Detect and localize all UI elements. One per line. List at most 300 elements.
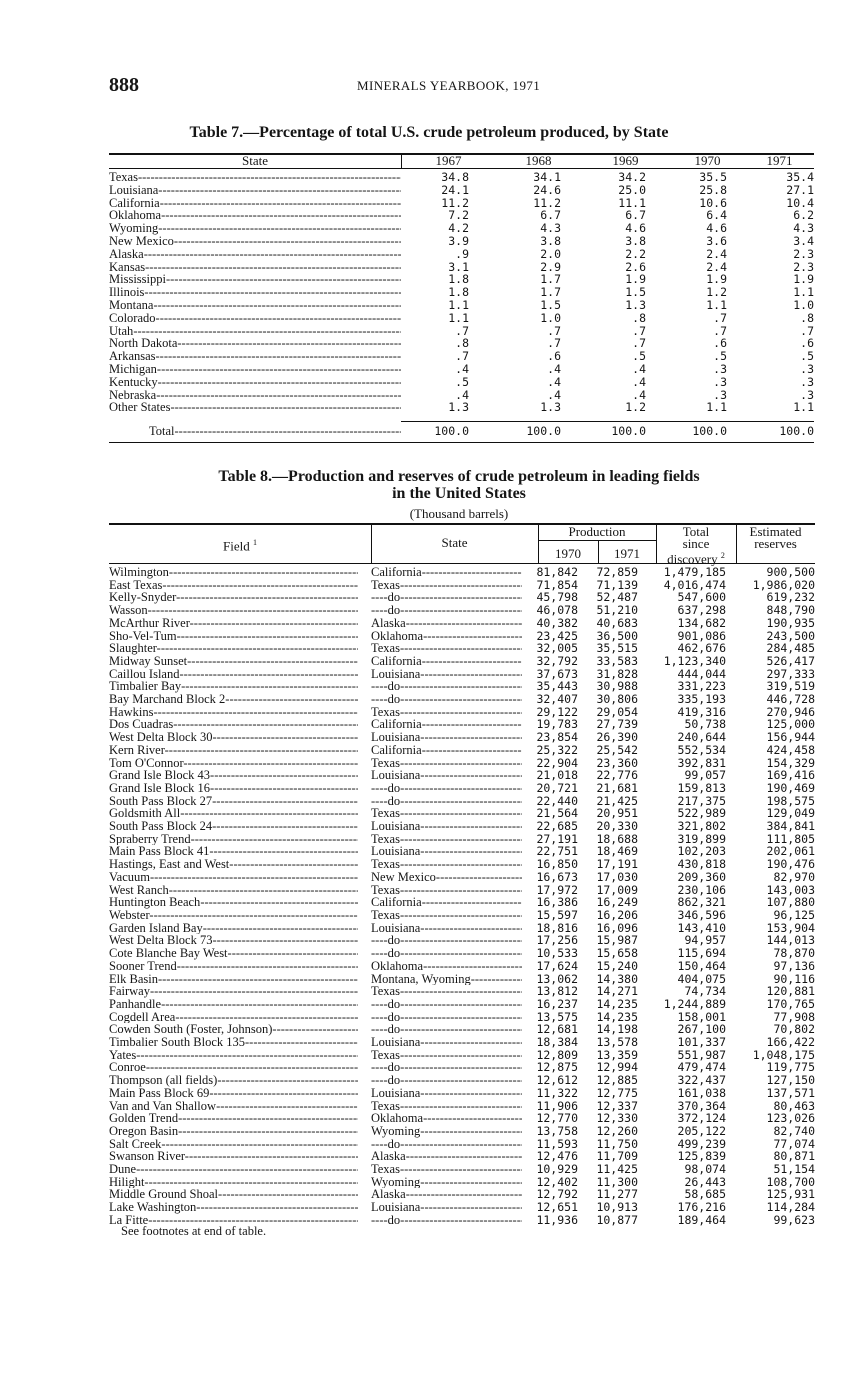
table7 (109, 171, 814, 439)
table8-1971-cell: 72,859 (596, 566, 638, 579)
table8-reserves-cell: 319,519 (766, 680, 815, 694)
table7-value-cell: 25.0 (618, 183, 646, 197)
table8-row (109, 858, 815, 871)
table8-field-name: South Pass Block 24 ----- (109, 820, 358, 833)
table8-field-cell (109, 1188, 358, 1201)
table8-reserves-cell: 848,790 (766, 604, 815, 617)
table8-state-name: Texas ----- (371, 757, 522, 770)
table7-state-cell (109, 171, 401, 184)
table8-1970-cell: 35,443 (536, 680, 578, 694)
table8-1971-cell: 33,583 (596, 654, 638, 668)
table8-1971-cell: 12,885 (596, 1074, 638, 1087)
table8-1971-cell: 29,054 (596, 705, 638, 719)
table8-row (109, 769, 815, 782)
table7-state-name: Illinois ----- (109, 286, 401, 299)
table8-1971-cell: 14,380 (596, 972, 638, 986)
table8-total-cell: 217,375 (677, 794, 726, 808)
table8-field-cell (109, 1201, 358, 1214)
table8-reserves-cell: 143,003 (766, 883, 815, 897)
table8-field-cell (109, 718, 358, 731)
table8-1971-cell: 30,806 (596, 693, 638, 706)
table8-field-name: Middle Ground Shoal ----- (109, 1188, 358, 1201)
table8-state-name: ----do ----- (371, 604, 522, 617)
table8-header-1971: 1971 (614, 546, 640, 561)
table8-state-name: Louisiana ----- (371, 1087, 522, 1100)
table8-state-name: ----do ----- (371, 1061, 522, 1074)
table8-reserves-cell: 156,944 (766, 731, 815, 744)
table7-value-cell: .3 (713, 375, 727, 389)
table8-state-name: ----do ----- (371, 998, 522, 1011)
table7-value-cell: 2.0 (540, 247, 561, 261)
table8-reserves-cell: 99,623 (773, 1213, 815, 1227)
table7-value-cell: 1.7 (540, 286, 561, 299)
table8-reserves-cell: 80,871 (773, 1150, 815, 1164)
table8-reserves-cell: 82,970 (773, 870, 815, 884)
table8-state-name: Texas ----- (371, 706, 522, 719)
table8-1970-cell: 20,721 (536, 781, 578, 795)
table7-value-cell: 1.0 (793, 298, 814, 312)
table8-field-name: Fairway ----- (109, 985, 358, 998)
table8-1971-cell: 18,688 (596, 832, 638, 846)
table8-row (109, 934, 815, 947)
table8-reserves-cell: 166,422 (766, 1036, 815, 1049)
table8-total-cell: 50,738 (684, 718, 726, 732)
table7-value-cell: .7 (455, 324, 469, 338)
table7-value-cell: .7 (547, 324, 561, 338)
table7-value-cell: .4 (547, 362, 561, 376)
table8-row (109, 1011, 815, 1024)
table8-header-reserves-line2: reserves (754, 536, 797, 551)
table8-field-cell (109, 617, 358, 630)
table8-field-name: Dune ----- (109, 1163, 358, 1176)
table8-total-cell: 444,044 (677, 667, 726, 681)
table8-state-cell (358, 1125, 522, 1138)
table8-state-cell (358, 1061, 522, 1074)
table8-field-cell (109, 1036, 358, 1049)
table8-row (109, 1188, 815, 1201)
table8-1970-cell: 32,407 (536, 693, 578, 706)
table8-field-name: Tom O'Connor ----- (109, 757, 358, 770)
table8-1971-cell: 16,249 (596, 896, 638, 909)
table8-1970-cell: 17,972 (536, 883, 578, 897)
table8-1970-cell: 40,382 (536, 616, 578, 630)
table8-1971-cell: 30,988 (596, 680, 638, 694)
table7-row (109, 171, 814, 184)
table8-row (109, 820, 815, 833)
table8-1970-cell: 18,816 (536, 921, 578, 935)
table8-1971-cell: 40,683 (596, 616, 638, 630)
table8-state-name: ----do ----- (371, 795, 522, 808)
table7-value-cell: 1.2 (625, 401, 646, 415)
table7-row (109, 389, 814, 402)
table7-value-cell: 1.1 (793, 286, 814, 299)
table8-field-name: Salt Creek ----- (109, 1138, 358, 1151)
table7-value-cell: 4.6 (706, 222, 727, 235)
table8-1971-cell: 17,030 (596, 870, 638, 884)
table7-value-cell: .5 (632, 350, 646, 363)
table8-top-rule (109, 523, 815, 525)
table7-state-name: Utah ----- (109, 325, 401, 338)
table7-state-cell (109, 312, 401, 325)
table8-1971-cell: 13,359 (596, 1048, 638, 1062)
table7-state-cell (109, 261, 401, 274)
table8-state-name: ----do ----- (371, 934, 522, 947)
table7-state-cell (109, 337, 401, 350)
table7-value-cell: 1.3 (625, 298, 646, 312)
table8-total-cell: 319,899 (677, 832, 726, 846)
table8-1970-cell: 16,386 (536, 896, 578, 909)
table8-row (109, 693, 815, 706)
table7-state-cell (109, 423, 401, 439)
table8-total-cell: 94,957 (684, 934, 726, 948)
table8-reserves-cell: 125,000 (766, 718, 815, 732)
table8-state-cell (358, 1176, 522, 1189)
table8-row (109, 744, 815, 757)
table8-header-field-label: Field (223, 538, 250, 554)
table8-row (109, 1061, 815, 1074)
table8-field-cell (109, 680, 358, 693)
table8-reserves-cell: 190,469 (766, 781, 815, 795)
table8-total-cell: 392,831 (677, 756, 726, 770)
table8-1970-cell: 12,476 (536, 1150, 578, 1164)
table8-state-cell (358, 1011, 522, 1024)
table7-value-cell: 2.4 (706, 247, 727, 261)
table8-field-cell (109, 1049, 358, 1062)
table7-value-cell: 3.9 (448, 234, 469, 248)
table7-value-cell: 100.0 (526, 424, 561, 439)
table8-row (109, 973, 815, 986)
table7-state-cell (109, 273, 401, 286)
table7-value-cell: 1.2 (706, 286, 727, 299)
table8-state-cell (358, 1188, 522, 1201)
table8-1971-cell: 14,271 (596, 985, 638, 998)
table8-1971-cell: 52,487 (596, 591, 638, 605)
table7-value-cell: 1.3 (540, 401, 561, 415)
table8-field-name: Webster ----- (109, 909, 358, 922)
table7-value-cell: .7 (713, 324, 727, 338)
table8-total-cell: 4,016,474 (663, 578, 726, 592)
table7-row (109, 235, 814, 248)
table8-total-cell: 331,223 (677, 680, 726, 694)
table8-field-cell (109, 668, 358, 681)
table8-reserves-cell: 202,061 (766, 845, 815, 859)
table8-field-cell (109, 845, 358, 858)
table8-state-cell (358, 579, 522, 592)
table8-reserves-cell: 297,333 (766, 667, 815, 681)
table8-total-cell: 404,075 (677, 972, 726, 986)
table8-1970-cell: 12,681 (536, 1023, 578, 1037)
table7-value-cell: 10.4 (786, 196, 814, 210)
table8-reserves-cell: 526,417 (766, 654, 815, 668)
table7-value-cell: 1.1 (793, 401, 814, 415)
table8-state-cell (358, 1049, 522, 1062)
table8-1970-cell: 32,005 (536, 642, 578, 655)
table7-caption: Table 7.—Percentage of total U.S. crude petroleum produced, by State (189, 124, 669, 141)
table8-1971-cell: 12,260 (596, 1124, 638, 1138)
table7-row (109, 197, 814, 210)
table8-1970-cell: 22,685 (536, 820, 578, 833)
table8-row (109, 1100, 815, 1113)
table7-state-name: Mississippi ----- (109, 273, 401, 286)
table7-value-cell: 4.3 (793, 222, 814, 235)
table8-total-cell: 267,100 (677, 1023, 726, 1037)
table7-value-cell: 2.2 (625, 247, 646, 261)
table8-1971-cell: 17,191 (596, 858, 638, 871)
table8-field-name: Cowden South (Foster, Johnson) ----- (109, 1023, 358, 1036)
table8-state-name: ----do ----- (371, 1023, 522, 1036)
table8-1971-cell: 23,360 (596, 756, 638, 770)
table8-reserves-cell: 96,125 (773, 908, 815, 922)
table7-value-cell: 4.6 (625, 222, 646, 235)
table8-1971-cell: 14,198 (596, 1023, 638, 1037)
table8-state-name: Louisiana ----- (371, 769, 522, 782)
table7-value-cell: 2.6 (625, 260, 646, 274)
table7-value-cell: 27.1 (786, 183, 814, 197)
table8-total-cell: 1,123,340 (663, 654, 726, 668)
table8-row (109, 731, 815, 744)
table8-1970-cell: 37,673 (536, 667, 578, 681)
table8-row (109, 947, 815, 960)
table7-row (109, 363, 814, 376)
table8-total-cell: 240,644 (677, 731, 726, 744)
table8-1970-cell: 10,929 (536, 1163, 578, 1176)
table8-row (109, 706, 815, 719)
table8-row (109, 807, 815, 820)
table7-state-name: Oklahoma ----- (109, 209, 401, 222)
table8-1970-cell: 11,322 (536, 1086, 578, 1100)
table8-row (109, 833, 815, 846)
table7-state-cell (109, 286, 401, 299)
table8-1970-cell: 21,564 (536, 807, 578, 821)
table7-value-cell: .6 (713, 337, 727, 351)
table8-header-total-line3-text: discovery (667, 551, 718, 567)
table7-value-cell: .5 (800, 350, 814, 363)
table7-state-name: Kansas ----- (109, 261, 401, 274)
table8-state-name: Texas ----- (371, 833, 522, 846)
table8-total-cell: 547,600 (677, 591, 726, 605)
table8-reserves-cell: 190,476 (766, 858, 815, 871)
table8-total-cell: 98,074 (684, 1163, 726, 1176)
table8-field-cell (109, 1087, 358, 1100)
table8-reserves-cell: 270,946 (766, 705, 815, 719)
table8-1971-cell: 20,951 (596, 807, 638, 821)
table8-1970-cell: 32,792 (536, 654, 578, 668)
table7-value-cell: 1.8 (448, 286, 469, 299)
table8-field-name: La Fitte ----- (109, 1214, 358, 1227)
table8-row (109, 718, 815, 731)
table8-total-cell: 176,216 (677, 1201, 726, 1214)
table7-value-cell: .5 (713, 350, 727, 363)
table7-value-cell: .3 (800, 388, 814, 402)
table8-1970-cell: 16,850 (536, 858, 578, 871)
table8-1970-cell: 46,078 (536, 604, 578, 617)
table8-1971-cell: 15,987 (596, 934, 638, 948)
table8-field-name: Van and Van Shallow ----- (109, 1100, 358, 1113)
table8-field-cell (109, 1023, 358, 1036)
table7-row (109, 337, 814, 350)
table8-state-cell (358, 668, 522, 681)
table8-reserves-cell: 170,765 (766, 997, 815, 1011)
table7-value-cell: .8 (632, 311, 646, 325)
table8-reserves-cell: 123,026 (766, 1112, 815, 1125)
table8-state-cell (358, 934, 522, 947)
table8-reserves-cell: 127,150 (766, 1074, 815, 1087)
table8-1971-cell: 22,776 (596, 769, 638, 782)
table8-1970-cell: 29,122 (536, 705, 578, 719)
table8-reserves-cell: 82,740 (773, 1124, 815, 1138)
table8-reserves-cell: 446,728 (766, 693, 815, 706)
table7-value-cell: 6.7 (540, 209, 561, 223)
table8-state-cell (358, 718, 522, 731)
table8-reserves-cell: 1,986,020 (752, 578, 815, 592)
table8-state-name: Louisiana ----- (371, 845, 522, 858)
table8-field-cell (109, 782, 358, 795)
table8-total-cell: 1,479,185 (663, 566, 726, 579)
table8-1970-cell: 13,575 (536, 1010, 578, 1024)
table8-state-name: Texas ----- (371, 884, 522, 897)
table8 (109, 566, 815, 1227)
table8-state-name: Texas ----- (371, 1163, 522, 1176)
table8-1970-cell: 19,783 (536, 718, 578, 732)
table8-1970-cell: 11,936 (536, 1213, 578, 1227)
table7-value-cell: 100.0 (611, 424, 646, 439)
table8-state-cell (358, 604, 522, 617)
table7-value-cell: 2.4 (706, 260, 727, 274)
table8-total-cell: 102,203 (677, 845, 726, 859)
table7-header-state: State (242, 153, 268, 168)
table7-state-cell (109, 184, 401, 197)
table8-state-name: ----do ----- (371, 1138, 522, 1151)
table8-reserves-cell: 424,458 (766, 743, 815, 757)
table8-state-name: California ----- (371, 896, 522, 909)
table8-state-name: Louisiana ----- (371, 1036, 522, 1049)
table8-field-name: Swanson River ----- (109, 1150, 358, 1163)
table8-1970-cell: 10,533 (536, 947, 578, 960)
table7-value-cell: .7 (800, 324, 814, 338)
table8-total-cell: 1,244,889 (663, 997, 726, 1011)
table8-field-name: Spraberry Trend ----- (109, 833, 358, 846)
table8-field-name: Cote Blanche Bay West ----- (109, 947, 358, 960)
table8-state-cell (358, 744, 522, 757)
table8-total-cell: 161,038 (677, 1086, 726, 1100)
table7-total-row (109, 423, 814, 439)
table7-state-cell (109, 299, 401, 312)
table8-state-name: Louisiana ----- (371, 1201, 522, 1214)
table8-1971-cell: 10,913 (596, 1201, 638, 1214)
table8-1970-cell: 22,751 (536, 845, 578, 859)
table8-total-cell: 430,818 (677, 858, 726, 871)
table7-row (109, 184, 814, 197)
table8-1970-cell: 17,256 (536, 934, 578, 948)
table8-row (109, 630, 815, 643)
table8-row (109, 1036, 815, 1049)
table8-field-cell (109, 820, 358, 833)
table8-1970-cell: 81,842 (536, 566, 578, 579)
table8-state-cell (358, 617, 522, 630)
table7-value-cell: 1.1 (706, 401, 727, 415)
table8-field-name: Timbalier Bay ----- (109, 680, 358, 693)
table8-1970-cell: 12,809 (536, 1048, 578, 1062)
table7-value-cell: .6 (800, 337, 814, 351)
table8-state-cell (358, 1023, 522, 1036)
table7-value-cell: 11.1 (618, 196, 646, 210)
table7-state-cell (109, 222, 401, 235)
table7-state-name: Nebraska ----- (109, 389, 401, 402)
footnote-reference: See footnotes at end of table. (121, 1224, 267, 1238)
table7-row (109, 286, 814, 299)
table7-header-1969: 1969 (612, 153, 639, 168)
table8-state-name: Texas ----- (371, 858, 522, 871)
table7-state-cell (109, 389, 401, 402)
table8-row (109, 1074, 815, 1087)
table8-state-cell (358, 795, 522, 808)
table7-value-cell: 1.7 (540, 273, 561, 287)
table8-state-name: California ----- (371, 718, 522, 731)
page-number: 888 (109, 74, 139, 96)
table8-total-cell: 479,474 (677, 1061, 726, 1075)
table8-reserves-cell: 129,049 (766, 807, 815, 821)
table8-state-name: California ----- (371, 655, 522, 668)
table7-value-cell: .4 (632, 375, 646, 389)
table8-state-name: ----do ----- (371, 1074, 522, 1087)
table8-total-cell: 115,694 (677, 947, 726, 960)
table8-field-cell (109, 1112, 358, 1125)
table8-row (109, 871, 815, 884)
table8-field-cell (109, 706, 358, 719)
table8-1970-cell: 45,798 (536, 591, 578, 605)
table8-state-cell (358, 1214, 522, 1227)
table8-state-cell (358, 642, 522, 655)
table8-row (109, 884, 815, 897)
table8-field-name: Kern River ----- (109, 744, 358, 757)
table8-1971-cell: 71,139 (596, 578, 638, 592)
table8-field-cell (109, 604, 358, 617)
table8-state-cell (358, 757, 522, 770)
table7-state-name: Alaska ----- (109, 248, 401, 261)
table8-field-name: Garden Island Bay ----- (109, 922, 358, 935)
table8-row (109, 579, 815, 592)
table8-field-name: Cogdell Area ----- (109, 1011, 358, 1024)
table7-value-cell: 24.1 (441, 183, 469, 197)
table7-row (109, 325, 814, 338)
table7-row (109, 312, 814, 325)
table8-state-cell (358, 973, 522, 986)
table8-total-cell: 551,987 (677, 1048, 726, 1062)
table8-state-name: California ----- (371, 744, 522, 757)
table8-1970-cell: 11,593 (536, 1137, 578, 1151)
table8-field-name: Huntington Beach ----- (109, 896, 358, 909)
table7-state-cell (109, 350, 401, 363)
table8-1970-cell: 12,651 (536, 1201, 578, 1214)
table8-reserves-cell: 198,575 (766, 794, 815, 808)
table8-field-cell (109, 1125, 358, 1138)
table7-state-cell (109, 209, 401, 222)
table8-1971-cell: 16,206 (596, 908, 638, 922)
table8-state-cell (358, 1036, 522, 1049)
table7-value-cell: 2.3 (793, 260, 814, 274)
table8-row (109, 655, 815, 668)
table8-field-name: Lake Washington ----- (109, 1201, 358, 1214)
table8-row (109, 617, 815, 630)
table8-field-name: Golden Trend ----- (109, 1112, 358, 1125)
table8-total-cell: 335,193 (677, 693, 726, 706)
table8-total-cell: 637,298 (677, 604, 726, 617)
table8-field-cell (109, 757, 358, 770)
table8-state-name: Alaska ----- (371, 617, 522, 630)
table8-row (109, 757, 815, 770)
table8-reserves-cell: 144,013 (766, 934, 815, 948)
table8-row (109, 1049, 815, 1062)
